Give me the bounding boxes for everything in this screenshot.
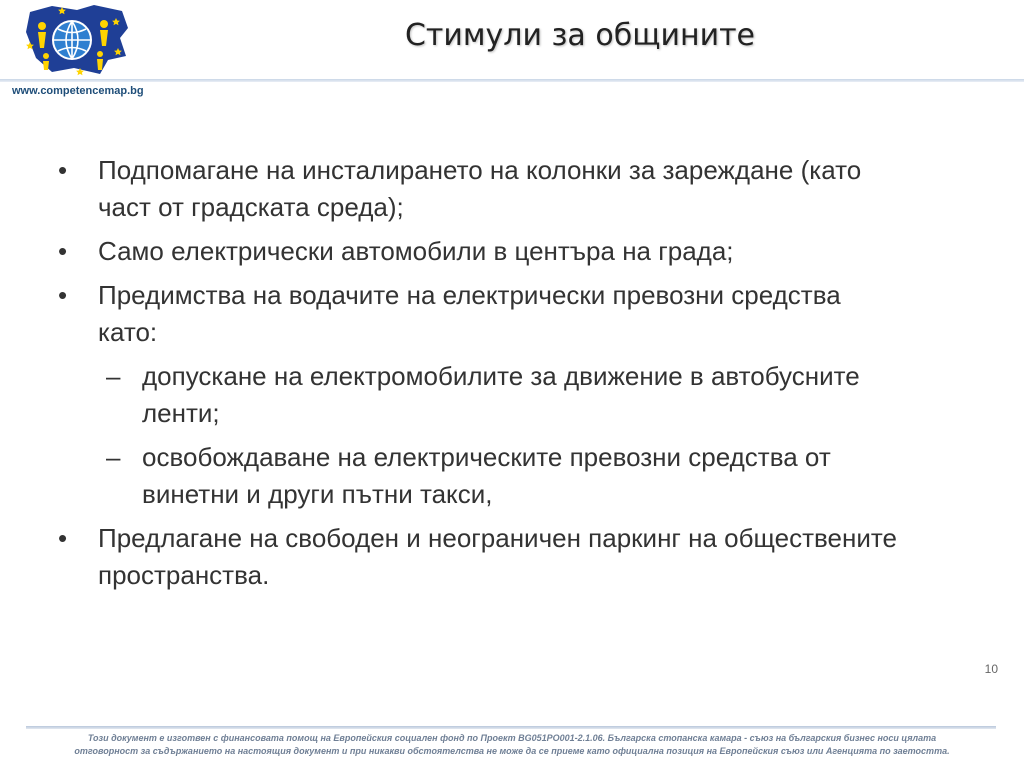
bullet-text-line: пространства.	[98, 560, 270, 590]
bullet-text-line: част от градската среда);	[98, 192, 404, 222]
footer-line: отговорност за съдържанието на настоящия документ и при никакви обстоятелства не може да се приеме като официална позиция на Европейския съюз или Агенцията по заетостта.	[74, 746, 950, 756]
sub-bullet-text-line: винетни и други пътни такси,	[142, 479, 493, 509]
bullet-text-line: Предимства на водачите на електрически превозни средства	[98, 280, 841, 310]
bullet-text-line: Подпомагане на инсталирането на колонки за зареждане (като	[98, 155, 862, 185]
sub-bullet-item	[58, 439, 978, 513]
bullet-item	[58, 520, 978, 594]
footer-line: Този документ е изготвен с финансовата помощ на Европейския социален фонд по Проект BG051PO001-2.1.06. Българска стопанска камара - съюз на българския бизнес носи цялата	[87, 733, 937, 743]
bullet-text-line: Само електрически автомобили в центъра на града;	[98, 236, 734, 266]
website-url[interactable]: www.competencemap.bg	[12, 85, 144, 97]
slide-title: Стимули за общините	[404, 18, 756, 53]
dash-marker: –	[106, 442, 121, 472]
bullet-item	[58, 233, 978, 270]
bullet-marker: •	[58, 523, 68, 553]
title-divider	[0, 79, 1024, 82]
dash-marker: –	[106, 361, 121, 391]
bullet-item	[58, 277, 978, 351]
bullet-marker: •	[58, 280, 68, 310]
bullet-marker: •	[58, 236, 68, 266]
slide-content	[58, 152, 978, 601]
page-number: 10	[984, 662, 998, 676]
footer-divider	[26, 726, 996, 729]
footer-disclaimer	[0, 732, 1024, 758]
bullet-marker: •	[58, 155, 68, 185]
sub-bullet-text-line: ленти;	[142, 398, 220, 428]
sub-bullet-text-line: допускане на електромобилите за движение в автобусните	[142, 361, 860, 391]
bullet-text-line: Предлагане на свободен и неограничен паркинг на обществените	[98, 523, 897, 553]
sub-bullet-text-line: освобождаване на електрическите превозни средства от	[142, 442, 831, 472]
bullet-text-line: като:	[98, 317, 158, 347]
bullet-item	[58, 152, 978, 226]
sub-bullet-item	[58, 358, 978, 432]
